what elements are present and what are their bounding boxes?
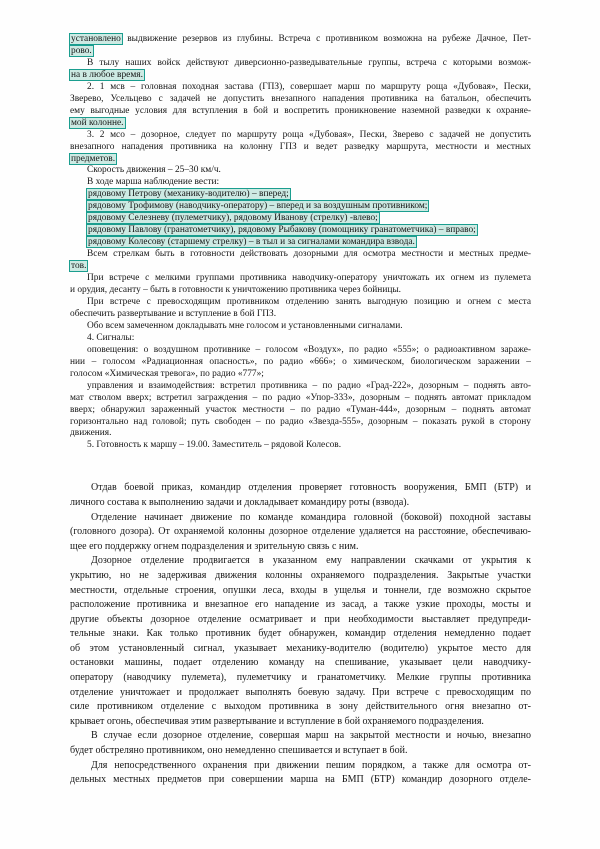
text-line [70,58,531,70]
text-segment: 3. 2 мсо – дозорное, следует по маршруту роща «Дубовая», Пески, Зверево с задачей не допустить [87,129,531,140]
text-line [70,671,531,686]
highlight-annotation[interactable]: рово. [71,45,92,56]
text-segment: оператору (наводчику пулемета), пулеметчику и гранатометчику. Мелкие группы противника [70,672,531,684]
text-line [70,715,531,730]
text-segment: В ходе марша наблюдение вести: [87,177,220,188]
text-segment: Отделение начинает движение по команде командира головной (боковой) походной заставы [91,511,531,523]
text-line [70,584,531,599]
text-segment: мат стволом вверх; встретил заграждения – по радио «Упор-333», дозорным – поднять автомат прикладом [70,392,531,403]
text-segment: оповещения: о воздушном противнике – голосом «Воздух», по радио «555»; о радиоактивном зараже- [87,344,531,355]
highlight-annotation[interactable]: рядовому Трофимову (наводчику-оператору) – вперед и за воздушным противником; [88,201,428,212]
text-segment: отделение уничтожает и продолжает выполнять боевую задачу. При встрече с превосходящим по [70,686,531,698]
text-line [70,525,531,540]
text-segment: щее его поддержку огнем подразделения и зрительную связь с ним. [70,540,359,552]
text-line [70,225,531,237]
text-line [70,417,531,429]
text-segment: Всем стрелкам быть в готовности действовать дозорными для осмотра местности и местных предме- [87,249,531,260]
text-line [70,70,531,82]
text-line [70,177,531,189]
text-line [70,201,531,213]
text-line [70,642,531,657]
text-segment: голосом «Химическая тревога», по радио «777»; [70,368,264,379]
text-segment: личного состава к выполнению задачи и докладывает командиру роты (взвода). [70,496,410,508]
text-line [70,357,531,369]
text-line [70,309,531,321]
text-segment: Скорость движения – 25–30 км/ч. [87,165,221,176]
highlight-annotation[interactable]: рядовому Селезневу (пулеметчику), рядовому Иванову (стрелку) -влево; [88,213,378,224]
text-line [70,729,531,744]
commentary-section [70,481,537,787]
text-line [70,428,531,440]
text-line [70,94,531,106]
text-line [70,511,531,526]
text-segment: управления и взаимодействия: встретил противника – по радио «Град-222», дозорным – поднять авто- [87,380,531,391]
text-segment: тельные знаки. Как только противник будет обнаружен, командир отделения немедленно подает [70,628,531,640]
text-segment: укрытию, но не задерживая движения колонны охраняемого подразделения. Закрытые участки [70,569,531,581]
text-segment: 4. Сигналы: [87,332,135,343]
text-line [70,393,531,405]
text-segment: 2. 1 мсв – головная походная застава (ГПЗ), совершает марш по маршруту роща «Дубовая», Пески, [87,81,531,92]
text-line [70,759,531,774]
text-line [70,273,531,285]
text-line [70,613,531,628]
text-line [70,381,531,393]
highlight-annotation[interactable]: рядовому Колесову (старшему стрелку) – в тыл и за сигналами командира взвода. [88,237,415,248]
text-line [70,46,531,58]
text-line [70,345,531,357]
text-line [70,598,531,613]
text-segment: и орудия, десанту – быть в готовности к уничтожению противника через бойницы. [70,285,401,296]
text-segment: обеспечить развертывание и вступление в бой ГПЗ. [70,308,277,319]
text-segment: дельных местных предметов при совершении марша на БМП (БТР) командир дозорного отделе- [70,774,531,786]
text-segment: внезапного нападения противника на колонну ГПЗ и ведет разведку маршрута, местности и местных [70,141,531,152]
text-segment: местности, отдельные строения, опушки леса, входы в ущелья и тоннели, где возможно скрытое [70,584,531,596]
text-segment: Зверево, Усельцево с задачей не допустить внезапного нападения противника на батальон, обеспечить [70,93,531,104]
text-segment: вверх; обнаружил зараженный участок местности – по радио «Туман-444», дозорным – поднять автомат [70,404,531,415]
highlight-annotation[interactable]: тов. [71,261,87,272]
text-line [70,213,531,225]
text-line [70,333,531,345]
text-segment: В случае если дозорное отделение, совершая марш на закрытой местности и ночью, внезапно [91,730,531,742]
highlight-annotation[interactable]: установлено [71,34,121,44]
text-line [70,142,531,154]
text-segment: будет обстреляно противником, оно немедленно спешивается и вступает в бой. [70,745,408,757]
text-line [70,237,531,249]
text-line [70,700,531,715]
text-segment: об этом установленный сигнал, указывает механику-водителю (водителю) укрытое место для [70,642,531,654]
text-segment: (головного дозора). От охраняемой колонны дозорное отделение удаляется на расстояние, обеспечиваю- [70,526,531,538]
text-segment: Обо всем замеченном докладывать мне голосом и установленными сигналами. [87,320,403,331]
combat-order-section [70,34,531,452]
text-segment: остановки машины, подает отделению команду на спешивание, указывает цели наводчику- [70,657,531,669]
text-segment: горизонтально над головой; путь свободен – по радио «Звезда-555», дозорным – показать рукой в сторону [70,416,531,427]
text-line [70,440,531,452]
text-line [70,118,531,130]
text-line [70,686,531,701]
text-segment: расположение противника и внезапное его нападение из засад, а также узкие проходы, мосты и [70,599,531,611]
text-line [70,656,531,671]
text-line [70,496,531,511]
text-segment: ему выгодные условия для вступления в бой и воспретить проникновение наземной разведки к охраняе- [70,105,531,116]
highlight-annotation[interactable]: на в любое время. [71,69,143,80]
text-line [70,154,531,166]
text-line [70,481,531,496]
text-segment: Дозорное отделение продвигается в указанном ему направлении скачками от укрытия к [91,555,531,567]
text-segment: Отдав боевой приказ, командир отделения проверяет готовность вооружения, БМП (БТР) и [91,482,531,494]
text-line [70,130,531,142]
text-line [70,106,531,118]
highlight-annotation[interactable]: мой колонне. [71,117,124,128]
text-line [70,297,531,309]
text-line [70,321,531,333]
text-segment: крывает огонь, обеспечивая этим развертывание и вступление в бой охраняемого подразделения. [70,715,484,727]
text-segment: движения. [70,428,112,439]
text-line [70,261,531,273]
text-segment: 5. Готовность к маршу – 19.00. Заместитель – рядовой Колесов. [87,440,342,451]
text-segment: другие объекты дозорное отделение осматривает и при необходимости выставляет предупреди- [70,613,531,625]
text-line [70,569,531,584]
text-segment: Для непосредственного охранения при движении пешим порядком, а также для осмотра от- [91,759,531,771]
text-line [70,773,531,788]
text-line [70,189,531,201]
text-line [70,744,531,759]
text-line [70,165,531,177]
text-line [70,540,531,555]
text-line [70,285,531,297]
text-segment: В тылу наших войск действуют диверсионно-разведывательные группы, встреча с которыми возмож- [87,57,531,68]
text-segment: нии – голосом «Радиационная опасность», по радио «666»; о химическом, биологическом заражении – [70,356,531,367]
text-segment: При встрече с превосходящим противником отделению занять выгодную позицию и огнем с места [87,296,531,307]
text-line [70,82,531,94]
text-segment: силе противником отделение с выходом противника в зону действительного огня внезапно от- [70,701,531,713]
text-line [70,34,531,46]
text-segment: выдвижение резервов из глубины. Встреча с противником возможна на рубеже Дачное, Пет- [121,34,531,44]
highlight-annotation[interactable]: рядовому Павлову (гранатометчику), рядовому Рыбакову (помощнику гранатометчика) – вправо; [88,225,476,236]
text-segment: При встрече с мелкими группами противника наводчику-оператору уничтожать их огнем из пулемета [87,273,531,284]
text-line [70,627,531,642]
text-line [70,369,531,381]
highlight-annotation[interactable]: рядовому Петрову (механику-водителю) – вперед; [88,189,289,200]
highlight-annotation[interactable]: предметов. [71,153,116,164]
text-line [70,554,531,569]
text-line [70,249,531,261]
text-line [70,405,531,417]
